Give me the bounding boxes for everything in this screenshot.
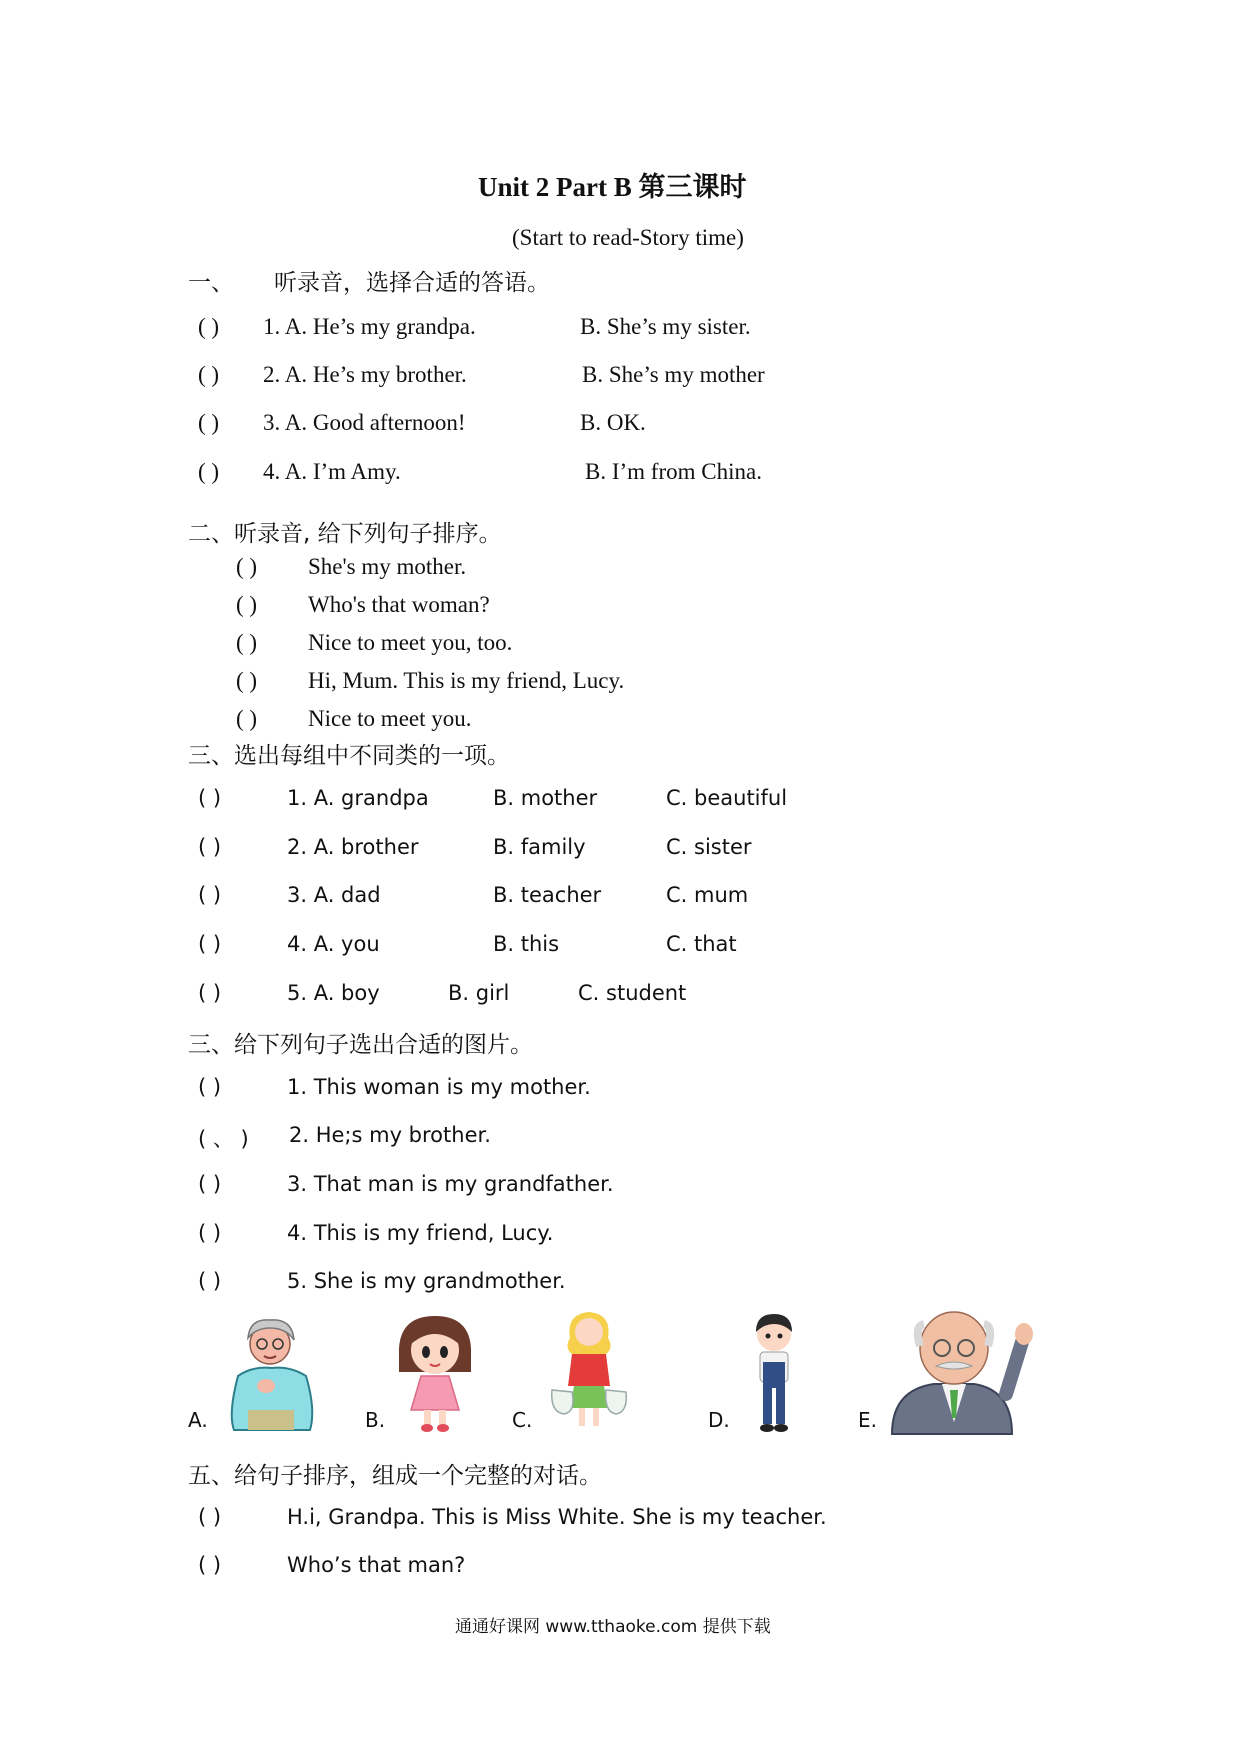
section1-option-b-2: B. She’s my mother (582, 362, 765, 387)
section2-sentence-2: Who's that woman? (308, 592, 490, 617)
woman-shopping-icon (548, 1308, 630, 1432)
section1-option-a-1: 1. A. He’s my grandpa. (263, 314, 476, 339)
section3-option-c-4: C. that (666, 932, 737, 956)
section2-order-blank-2[interactable]: ( ) (236, 592, 258, 617)
page-title: Unit 2 Part B 第三课时 (478, 172, 747, 202)
section3-option-c-1: C. beautiful (666, 786, 788, 810)
section4-sentence-5: 5. She is my grandmother. (287, 1269, 566, 1293)
section1-option-b-3: B. OK. (580, 410, 646, 435)
girl-icon (395, 1314, 475, 1434)
picture-label-e: E. (858, 1408, 877, 1432)
picture-label-a: A. (188, 1408, 208, 1432)
grandfather-icon (884, 1306, 1034, 1434)
section3-option-b-2: B. family (493, 835, 586, 859)
section2-sentence-5: Nice to meet you. (308, 706, 472, 731)
section3-option-c-5: C. student (578, 981, 687, 1005)
section1-answer-blank-2[interactable]: ( ) (198, 362, 220, 387)
section3-option-b-3: B. teacher (493, 883, 602, 907)
section2-sentence-3: Nice to meet you, too. (308, 630, 513, 655)
section3-option-a-4: 4. A. you (287, 932, 380, 956)
picture-label-d: D. (708, 1408, 730, 1432)
boy-icon (748, 1312, 800, 1436)
section3-option-a-5: 5. A. boy (287, 981, 380, 1005)
section1-option-a-2: 2. A. He’s my brother. (263, 362, 467, 387)
section3-option-a-1: 1. A. grandpa (287, 786, 429, 810)
section2-order-blank-4[interactable]: ( ) (236, 668, 258, 693)
section3-option-c-3: C. mum (666, 883, 749, 907)
section4-answer-blank-4[interactable]: ( ) (198, 1221, 222, 1245)
section3-answer-blank-5[interactable]: ( ) (198, 981, 222, 1005)
section3-option-a-2: 2. A. brother (287, 835, 419, 859)
section1-answer-blank-3[interactable]: ( ) (198, 410, 220, 435)
section5-sentence-1: H.i, Grandpa. This is Miss White. She is my teacher. (287, 1505, 827, 1529)
section5-sentence-2: Who’s that man? (287, 1553, 466, 1577)
section3-answer-blank-2[interactable]: ( ) (198, 835, 222, 859)
section1-option-a-4: 4. A. I’m Amy. (263, 459, 401, 484)
section1-answer-blank-1[interactable]: ( ) (198, 314, 220, 339)
section3-option-b-5: B. girl (448, 981, 510, 1005)
section2-sentence-1: She's my mother. (308, 554, 467, 579)
page-subtitle: (Start to read-Story time) (512, 225, 744, 250)
section4-answer-blank-2[interactable]: ( 、 ) (198, 1127, 249, 1151)
section5-order-blank-2[interactable]: ( ) (198, 1553, 222, 1577)
section1-heading: 听录音，选择合适的答语。 (274, 270, 550, 296)
section3-answer-blank-1[interactable]: ( ) (198, 786, 222, 810)
section2-sentence-4: Hi, Mum. This is my friend, Lucy. (308, 668, 625, 693)
section1-option-a-3: 3. A. Good afternoon! (263, 410, 466, 435)
section1-heading-num: 一、 (188, 270, 234, 296)
grandmother-icon (220, 1314, 320, 1430)
section2-order-blank-1[interactable]: ( ) (236, 554, 258, 579)
page-footer: 通通好课网 www.tthaoke.com 提供下载 (455, 1617, 771, 1637)
section5-order-blank-1[interactable]: ( ) (198, 1505, 222, 1529)
section3-option-b-4: B. this (493, 932, 560, 956)
section5-heading: 五、给句子排序，组成一个完整的对话。 (188, 1463, 602, 1489)
section1-option-b-4: B. I’m from China. (585, 459, 762, 484)
section4-answer-blank-1[interactable]: ( ) (198, 1075, 222, 1099)
section2-heading: 二、听录音, 给下列句子排序。 (188, 521, 502, 547)
section4-sentence-4: 4. This is my friend, Lucy. (287, 1221, 554, 1245)
section4-sentence-2: 2. He;s my brother. (289, 1123, 491, 1147)
section3-option-b-1: B. mother (493, 786, 598, 810)
section3-heading: 三、选出每组中不同类的一项。 (188, 743, 510, 769)
section3-option-a-3: 3. A. dad (287, 883, 381, 907)
section4-answer-blank-3[interactable]: ( ) (198, 1172, 222, 1196)
section4-heading: 三、给下列句子选出合适的图片。 (188, 1032, 533, 1058)
section3-answer-blank-4[interactable]: ( ) (198, 932, 222, 956)
picture-label-c: C. (512, 1408, 533, 1432)
section2-order-blank-3[interactable]: ( ) (236, 630, 258, 655)
section3-answer-blank-3[interactable]: ( ) (198, 883, 222, 907)
section2-order-blank-5[interactable]: ( ) (236, 706, 258, 731)
section4-sentence-1: 1. This woman is my mother. (287, 1075, 591, 1099)
picture-label-b: B. (365, 1408, 386, 1432)
section4-sentence-3: 3. That man is my grandfather. (287, 1172, 614, 1196)
section1-option-b-1: B. She’s my sister. (580, 314, 751, 339)
section4-answer-blank-5[interactable]: ( ) (198, 1269, 222, 1293)
section1-answer-blank-4[interactable]: ( ) (198, 459, 220, 484)
section3-option-c-2: C. sister (666, 835, 752, 859)
